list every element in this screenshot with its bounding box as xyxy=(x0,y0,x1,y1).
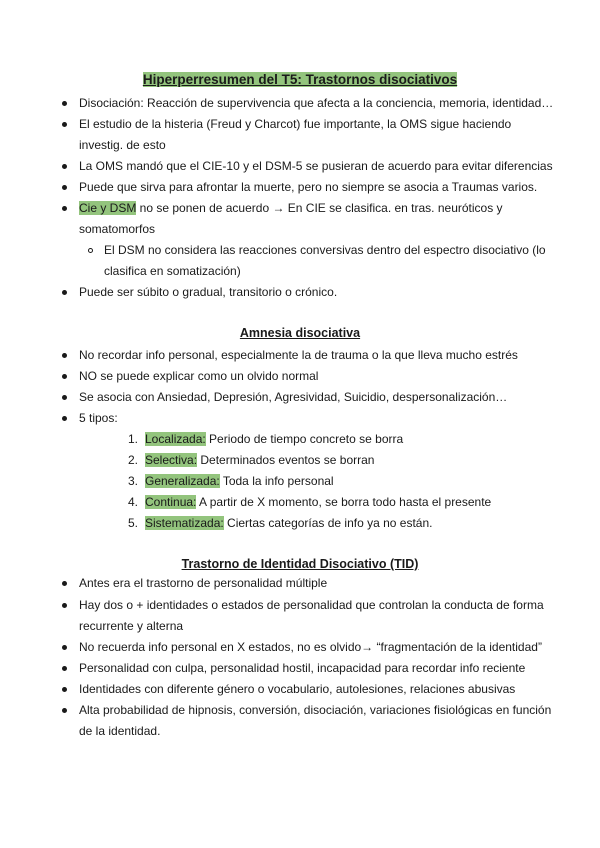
amnesia-type-continua: Continua: A partir de X momento, se borra todo hasta el presente xyxy=(145,495,492,509)
bullet-icon xyxy=(62,395,67,400)
amnesia-bullet-2: NO se puede explicar como un olvido normal xyxy=(79,369,319,383)
bullet-icon xyxy=(62,122,67,127)
intro-bullet-2-cont: investig. de esto xyxy=(79,138,166,152)
intro-bullet-5: Cie y DSM no se ponen de acuerdo → En CIE se clasifica. en tras. neuróticos y xyxy=(79,201,503,215)
amnesia-type-localizada: Localizada: Periodo de tiempo concreto se borra xyxy=(145,432,404,446)
list-number: 2. xyxy=(127,453,138,467)
section-heading-amnesia: Amnesia disociativa xyxy=(239,326,361,340)
tid-bullet-6-cont: de la identidad. xyxy=(79,724,161,738)
highlight-cie-dsm: Cie y DSM xyxy=(79,201,137,215)
bullet-icon xyxy=(62,666,67,671)
intro-bullet-3: La OMS mandó que el CIE-10 y el DSM-5 se pusieran de acuerdo para evitar diferencias xyxy=(79,159,553,173)
list-number: 4. xyxy=(127,495,138,509)
tid-bullet-4: Personalidad con culpa, personalidad hostil, incapacidad para recordar info reciente xyxy=(79,661,526,675)
bullet-icon xyxy=(62,206,67,211)
amnesia-type-generalizada: Generalizada: Toda la info personal xyxy=(145,474,334,488)
intro-bullet-2: El estudio de la histeria (Freud y Charcot) fue importante, la OMS sigue haciendo xyxy=(79,117,512,131)
tid-bullet-5: Identidades con diferente género o vocabulario, autolesiones, relaciones abusivas xyxy=(79,682,516,696)
tid-bullet-3: No recuerda info personal en X estados, no es olvido→ “fragmentación de la identidad” xyxy=(79,640,542,654)
tid-bullet-2: Hay dos o + identidades o estados de personalidad que controlan la conducta de forma xyxy=(79,598,544,612)
amnesia-bullet-3: Se asocia con Ansiedad, Depresión, Agresividad, Suicidio, despersonalización… xyxy=(79,390,508,404)
intro-bullet-5-cont: somatomorfos xyxy=(79,222,156,236)
bullet-icon xyxy=(62,645,67,650)
tid-bullet-2-cont: recurrente y alterna xyxy=(79,619,184,633)
bullet-icon xyxy=(62,687,67,692)
bullet-icon xyxy=(62,708,67,713)
bullet-icon xyxy=(62,101,67,106)
intro-bullet-4: Puede que sirva para afrontar la muerte, pero no siempre se asocia a Traumas varios. xyxy=(79,180,538,194)
bullet-icon xyxy=(62,374,67,379)
tid-bullet-1: Antes era el trastorno de personalidad múltiple xyxy=(79,576,328,590)
intro-subbullet: El DSM no considera las reacciones conversivas dentro del espectro disociativo (lo xyxy=(104,243,546,257)
bullet-icon xyxy=(62,603,67,608)
intro-bullet-6: Puede ser súbito o gradual, transitorio o crónico. xyxy=(79,285,338,299)
list-number: 1. xyxy=(127,432,138,446)
page-title: Hiperperresumen del T5: Trastornos disociativos xyxy=(142,72,458,87)
bullet-icon xyxy=(62,164,67,169)
bullet-icon xyxy=(62,185,67,190)
list-number: 5. xyxy=(127,516,138,530)
amnesia-bullet-1: No recordar info personal, especialmente la de trauma o la que lleva mucho estrés xyxy=(79,348,518,362)
list-number: 3. xyxy=(127,474,138,488)
bullet-icon xyxy=(62,416,67,421)
tid-bullet-6: Alta probabilidad de hipnosis, conversión, disociación, variaciones fisiológicas en función xyxy=(79,703,552,717)
bullet-icon xyxy=(62,353,67,358)
sub-bullet-icon xyxy=(88,248,93,253)
amnesia-type-selectiva: Selectiva: Determinados eventos se borran xyxy=(145,453,375,467)
bullet-icon xyxy=(62,290,67,295)
amnesia-type-sistematizada: Sistematizada: Ciertas categorías de info ya no están. xyxy=(145,516,433,530)
section-heading-tid: Trastorno de Identidad Disociativo (TID) xyxy=(181,557,419,571)
intro-subbullet-cont: clasifica en somatización) xyxy=(104,264,241,278)
intro-bullet-1: Disociación: Reacción de supervivencia que afecta a la conciencia, memoria, identidad… xyxy=(79,96,554,110)
bullet-icon xyxy=(62,581,67,586)
amnesia-bullet-4: 5 tipos: xyxy=(79,411,118,425)
